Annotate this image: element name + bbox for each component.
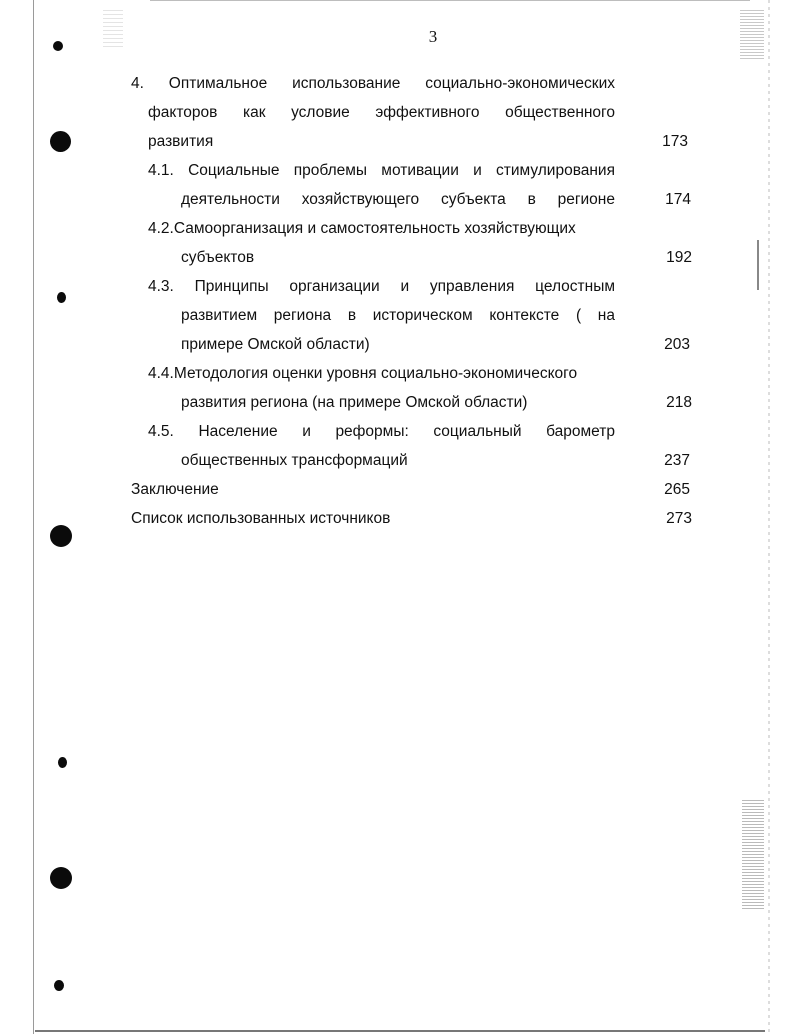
toc-entry-text: примере Омской области) xyxy=(181,336,370,353)
toc-entry-text: Заключение xyxy=(131,481,219,498)
scan-edge-right xyxy=(768,0,770,1034)
scan-noise xyxy=(742,800,764,910)
toc-entry-text: 4.1. Социальные проблемы мотивации и стимулирования xyxy=(148,162,615,179)
scan-noise xyxy=(740,10,764,60)
scan-edge-left xyxy=(33,0,34,1034)
toc-entry-text: факторов как условие эффективного общественного xyxy=(148,104,615,121)
toc-page-ref: 237 xyxy=(664,452,690,469)
toc-entry-text: Список использованных источников xyxy=(131,510,391,527)
binder-hole xyxy=(57,292,66,303)
page-number: 3 xyxy=(428,27,438,46)
toc-entry-text: 4.5. Население и реформы: социальный барометр xyxy=(148,423,615,440)
scan-edge-bottom xyxy=(35,1030,765,1032)
toc-entry-text: развитием региона в историческом контексте ( на xyxy=(181,307,615,324)
binder-hole xyxy=(50,867,72,889)
binder-hole xyxy=(50,131,71,152)
toc-page-ref: 173 xyxy=(662,133,688,150)
toc-page-ref: 265 xyxy=(664,481,690,498)
toc-page-ref: 218 xyxy=(666,394,692,411)
toc-page-ref: 203 xyxy=(664,336,690,353)
toc-entry-text: деятельности хозяйствующего субъекта в регионе xyxy=(181,191,615,208)
toc-page-ref: 273 xyxy=(666,510,692,527)
toc-entry-text: развития региона (на примере Омской области) xyxy=(181,394,528,411)
toc-entry-text: развития xyxy=(148,133,214,150)
scan-edge-top xyxy=(150,0,750,1)
toc-entry-text: субъектов xyxy=(181,249,255,266)
binder-hole xyxy=(54,980,64,991)
toc-page-ref: 192 xyxy=(666,249,692,266)
toc-entry-text: 4.3. Принципы организации и управления целостным xyxy=(148,278,615,295)
toc-entry-text: 4.4.Методология оценки уровня социально-экономического xyxy=(148,365,578,382)
binder-hole xyxy=(53,41,63,51)
toc-page-ref: 174 xyxy=(665,191,691,208)
toc-entry-text: общественных трансформаций xyxy=(181,452,408,469)
binder-hole xyxy=(58,757,67,768)
scan-noise xyxy=(103,10,123,50)
binder-hole xyxy=(50,525,72,547)
toc-entry-text: 4. Оптимальное использование социально-экономических xyxy=(131,75,615,92)
scan-noise xyxy=(757,240,759,290)
toc-entry-text: 4.2.Самоорганизация и самостоятельность хозяйствующих xyxy=(148,220,576,237)
